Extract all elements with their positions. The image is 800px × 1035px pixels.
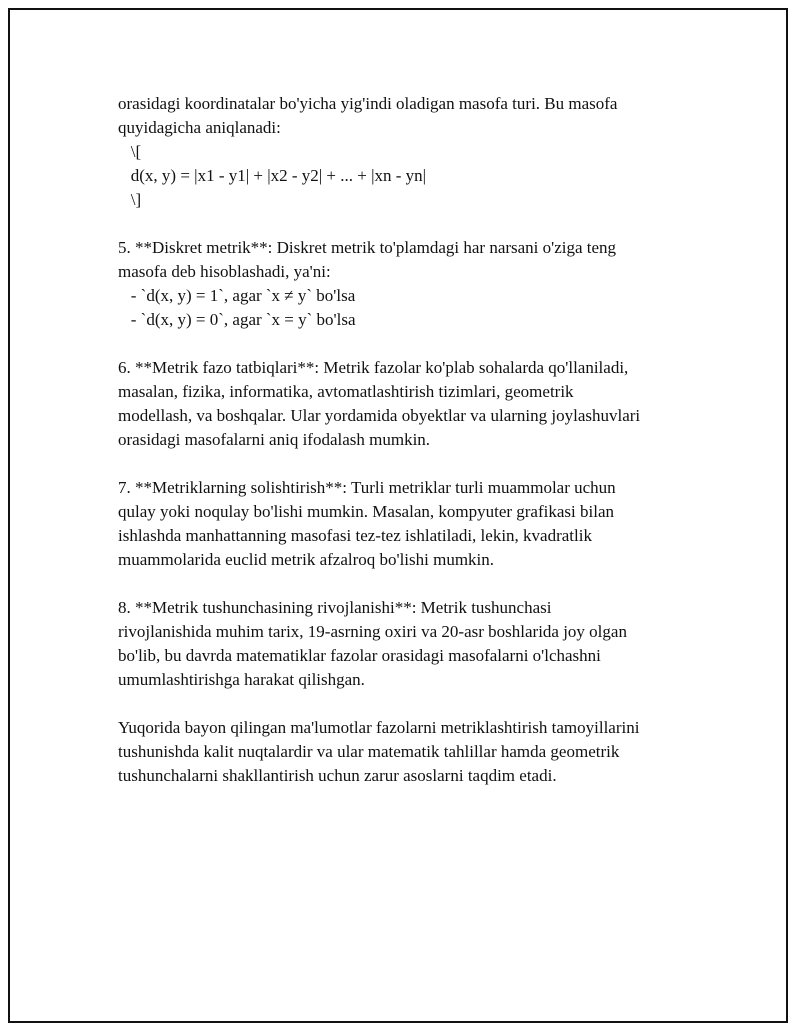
text-line: 6. **Metrik fazo tatbiqlari**: Metrik fazolar ko'plab sohalarda qo'llaniladi, (118, 358, 629, 377)
text-line: qulay yoki noqulay bo'lishi mumkin. Masalan, kompyuter grafikasi bilan (118, 502, 614, 521)
conclusion-paragraph (118, 716, 698, 788)
text-line: 8. **Metrik tushunchasining rivojlanishi**: Metrik tushunchasi (118, 598, 552, 617)
text-line: rivojlanishida muhim tarix, 19-asrning oxiri va 20-asr boshlarida joy olgan (118, 622, 627, 641)
text-line: orasidagi masofalarni aniq ifodalash mumkin. (118, 430, 431, 449)
text-line: bo'lib, bu davrda matematiklar fazolar orasidagi masofalarni o'lchashni (118, 646, 601, 665)
paragraph-manhattan-continuation (118, 92, 698, 212)
text-line: ishlashda manhattanning masofasi tez-tez ishlatiladi, lekin, kvadratlik (118, 526, 592, 545)
formula-line: d(x, y) = |x1 - y1| + |x2 - y2| + ... + |xn - yn| (118, 166, 427, 185)
document-body (118, 92, 698, 812)
text-line: Yuqorida bayon qilingan ma'lumotlar fazolarni metriklashtirish tamoyillarini (118, 718, 640, 737)
text-line: 7. **Metriklarning solishtirish**: Turli metriklar turli muammolar uchun (118, 478, 616, 497)
text-line: umumlashtirishga harakat qilishgan. (118, 670, 365, 689)
text-line: quyidagicha aniqlanadi: (118, 118, 281, 137)
formula-open: \[ (118, 142, 142, 161)
formula-close: \] (118, 190, 142, 209)
list-item-8 (118, 596, 698, 692)
list-item-5 (118, 236, 698, 332)
text-line: modellash, va boshqalar. Ular yordamida obyektlar va ularning joylashuvlari (118, 406, 641, 425)
text-line: muammolarida euclid metrik afzalroq bo'lishi mumkin. (118, 550, 495, 569)
list-item-6 (118, 356, 698, 452)
sub-bullet: - `d(x, y) = 0`, agar `x = y` bo'lsa (118, 310, 356, 329)
sub-bullet: - `d(x, y) = 1`, agar `x ≠ y` bo'lsa (118, 286, 356, 305)
text-line: 5. **Diskret metrik**: Diskret metrik to'plamdagi har narsani o'ziga teng (118, 238, 617, 257)
text-line: tushunchalarni shakllantirish uchun zarur asoslarni taqdim etadi. (118, 766, 557, 785)
text-line: masalan, fizika, informatika, avtomatlashtirish tizimlari, geometrik (118, 382, 574, 401)
text-line: tushunishda kalit nuqtalardir va ular matematik tahlillar hamda geometrik (118, 742, 620, 761)
list-item-7 (118, 476, 698, 572)
text-line: orasidagi koordinatalar bo'yicha yig'indi oladigan masofa turi. Bu masofa (118, 94, 618, 113)
text-line: masofa deb hisoblashadi, ya'ni: (118, 262, 331, 281)
